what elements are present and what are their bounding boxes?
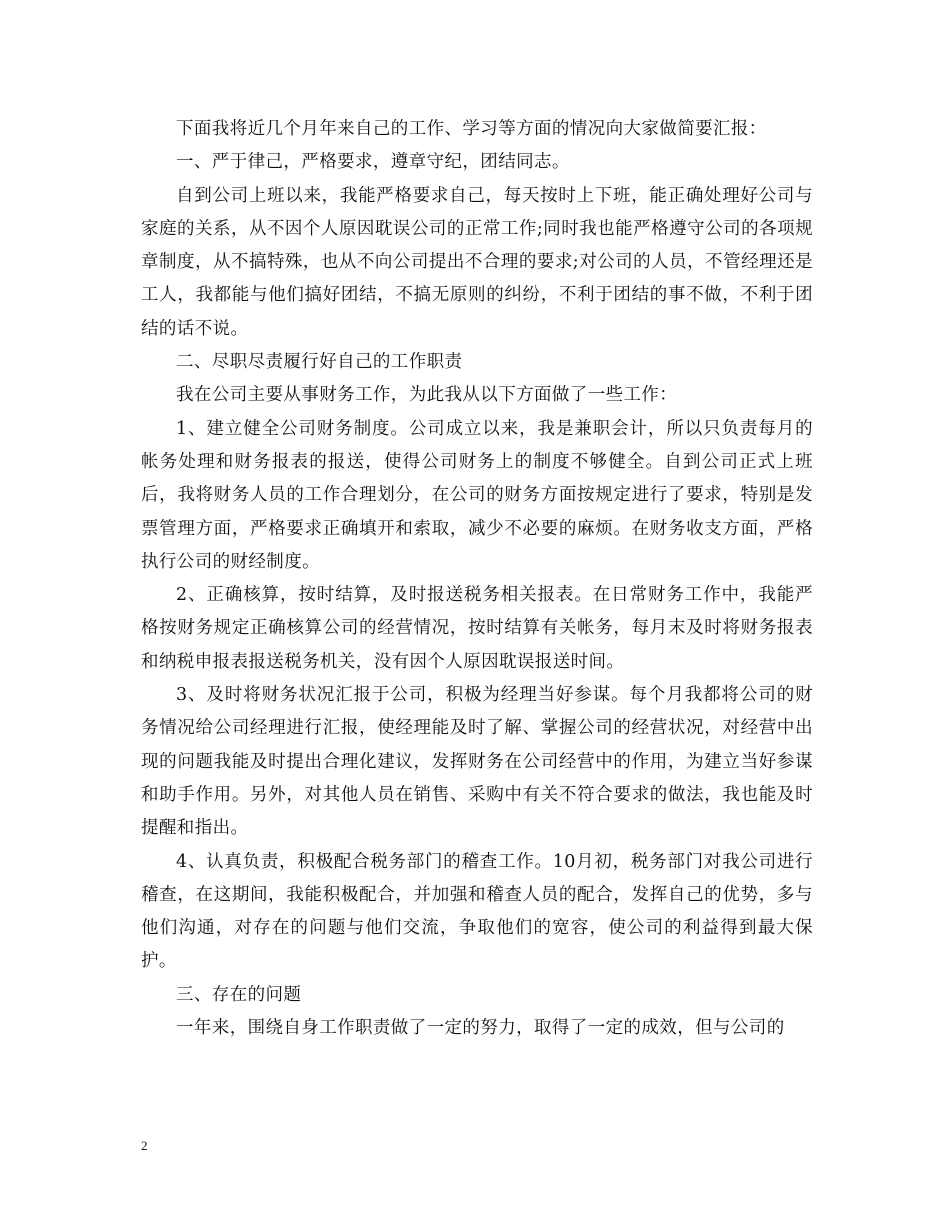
document-body [141,113,813,1045]
paragraph-discipline: 自到公司上班以来，我能严格要求自己，每天按时上下班，能正确处理好公司与家庭的关系，从不因个人原因耽误公司的正常工作;同时我也能严格遵守公司的各项规章制度，从不搞特殊，也从不向公司提出不合理的要求;对公司的人员，不管经理还是工人，我都能与他们搞好团结，不搞无原则的纠纷，不利于团结的事不做，不利于团结的话不说。 [141,185,813,339]
paragraph-finance-intro: 我在公司主要从事财务工作，为此我从以下方面做了一些工作： [176,385,678,406]
paragraph-item-3: 3、及时将财务状况汇报于公司，积极为经理当好参谋。每个月我都将公司的财务情况给公司经理进行汇报，使经理能及时了解、掌握公司的经营状况，对经营中出现的问题我能及时提出合理化建议，发挥财务在公司经营中的作用，为建立当好参谋和助手作用。另外，对其他人员在销售、采购中有关不符合要求的做法，我也能及时提醒和指出。 [141,685,813,839]
paragraph-item-1: 1、建立健全公司财务制度。公司成立以来，我是兼职会计，所以只负责每月的帐务处理和财务报表的报送，使得公司财务上的制度不够健全。自到公司正式上班后，我将财务人员的工作合理划分，在公司的财务方面按规定进行了要求，特别是发票管理方面，严格要求正确填开和索取，减少不必要的麻烦。在财务收支方面，严格执行公司的财经制度。 [141,418,813,572]
section-heading-2: 二、尽职尽责履行好自己的工作职责 [176,352,463,373]
section-heading-1: 一、严于律己，严格要求，遵章守纪，团结同志。 [176,152,570,173]
paragraph-problems: 一年来，围绕自身工作职责做了一定的努力，取得了一定的成效，但与公司的 [176,1018,785,1039]
paragraph-item-4: 4、认真负责，积极配合税务部门的稽查工作。10月初，税务部门对我公司进行稽查，在这期间，我能积极配合，并加强和稽查人员的配合，发挥自己的优势，多与他们沟通，对存在的问题与他们交流，争取他们的宽容，使公司的利益得到最大保护。 [141,851,813,972]
page-number: 2 [141,1138,148,1153]
intro-paragraph: 下面我将近几个月年来自己的工作、学习等方面的情况向大家做简要汇报： [176,119,767,139]
section-heading-3: 三、存在的问题 [176,984,302,1005]
paragraph-item-2: 2、正确核算，按时结算，及时报送税务相关报表。在日常财务工作中，我能严格按财务规定正确核算公司的经营情况，按时结算有关帐务，每月末及时将财务报表和纳税申报表报送税务机关，没有因个人原因耽误报送时间。 [141,585,813,672]
